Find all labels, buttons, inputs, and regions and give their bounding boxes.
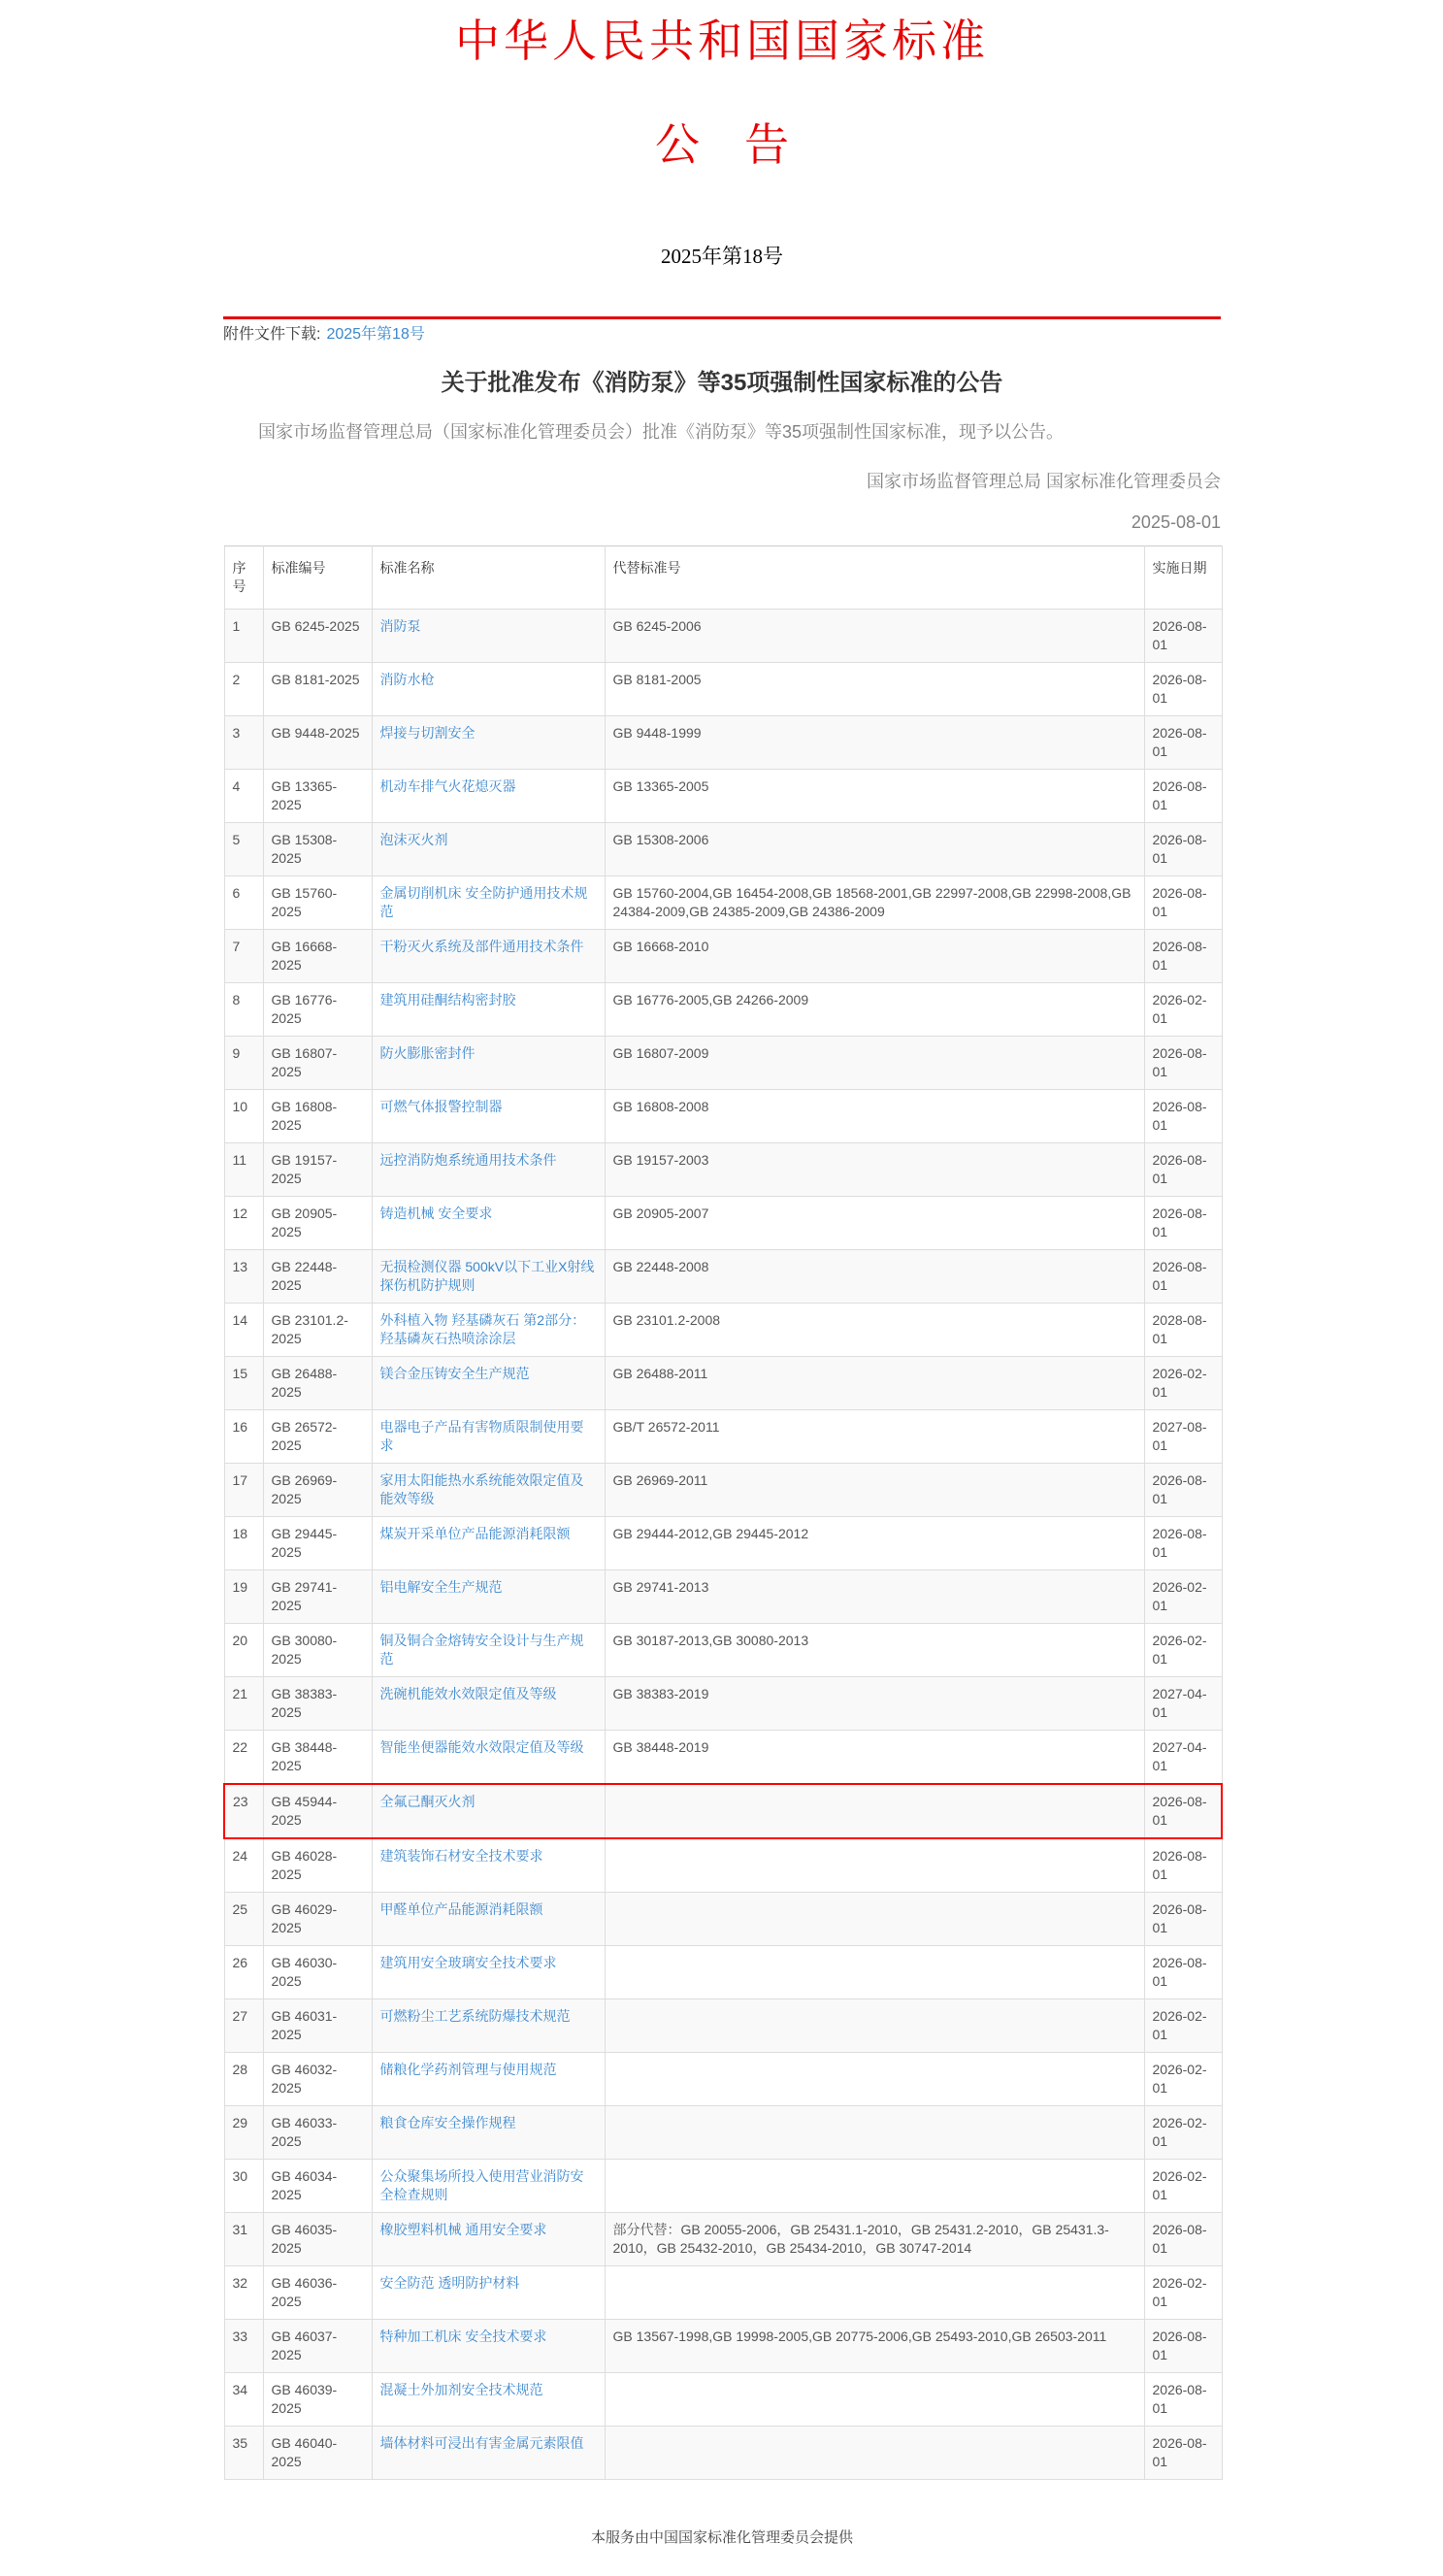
cell-standard-name (372, 1624, 605, 1677)
standard-name-link[interactable]: 建筑用硅酮结构密封胶 (379, 992, 516, 1007)
cell-standard-name (372, 2373, 605, 2427)
cell-standard-code: GB 8181-2025 (263, 663, 372, 716)
cell-implementation-date: 2026-08-01 (1144, 1090, 1222, 1143)
cell-seq: 16 (224, 1410, 263, 1464)
cell-seq: 6 (224, 876, 263, 930)
cell-seq: 11 (224, 1143, 263, 1197)
cell-standard-name (372, 2213, 605, 2266)
column-header-replaced: 代替标准号 (605, 546, 1144, 610)
cell-standard-name (372, 823, 605, 876)
cell-implementation-date: 2026-08-01 (1144, 2213, 1222, 2266)
cell-replaced-standards: GB 16807-2009 (605, 1037, 1144, 1090)
standard-name-link[interactable]: 消防水枪 (379, 672, 435, 687)
cell-standard-code: GB 19157-2025 (263, 1143, 372, 1197)
table-row (224, 2320, 1222, 2373)
cell-replaced-standards (605, 2106, 1144, 2160)
standard-name-link[interactable]: 泡沫灭火剂 (379, 832, 448, 847)
cell-standard-code: GB 46035-2025 (263, 2213, 372, 2266)
standard-name-link[interactable]: 金属切削机床 安全防护通用技术规范 (379, 885, 588, 919)
cell-standard-code: GB 15760-2025 (263, 876, 372, 930)
cell-seq: 4 (224, 770, 263, 823)
cell-implementation-date: 2026-02-01 (1144, 1570, 1222, 1624)
cell-replaced-standards: GB 13567-1998,GB 19998-2005,GB 20775-2006,GB 25493-2010,GB 26503-2011 (605, 2320, 1144, 2373)
cell-implementation-date: 2026-02-01 (1144, 2160, 1222, 2213)
cell-standard-name (372, 663, 605, 716)
table-row (224, 610, 1222, 663)
cell-seq: 31 (224, 2213, 263, 2266)
cell-implementation-date: 2026-08-01 (1144, 930, 1222, 983)
cell-replaced-standards: GB 16776-2005,GB 24266-2009 (605, 983, 1144, 1037)
cell-replaced-standards: GB 29444-2012,GB 29445-2012 (605, 1517, 1144, 1570)
cell-standard-code: GB 13365-2025 (263, 770, 372, 823)
announcement-heading: 关于批准发布《消防泵》等35项强制性国家标准的公告 (441, 370, 1003, 396)
cell-seq: 30 (224, 2160, 263, 2213)
cell-seq: 2 (224, 663, 263, 716)
standard-name-link[interactable]: 可燃气体报警控制器 (379, 1099, 503, 1114)
table-row (224, 1677, 1222, 1731)
standard-name-link[interactable]: 干粉灭火系统及部件通用技术条件 (379, 939, 584, 954)
cell-replaced-standards (605, 2427, 1144, 2480)
standard-name-link[interactable]: 墙体材料可浸出有害金属元素限值 (379, 2435, 584, 2451)
table-row (224, 716, 1222, 770)
cell-standard-code: GB 16807-2025 (263, 1037, 372, 1090)
red-divider-rule (223, 316, 1221, 319)
cell-standard-code: GB 46039-2025 (263, 2373, 372, 2427)
table-row (224, 1999, 1222, 2053)
standards-table (223, 545, 1223, 2480)
cell-seq: 17 (224, 1464, 263, 1517)
cell-implementation-date: 2026-08-01 (1144, 823, 1222, 876)
cell-standard-code: GB 20905-2025 (263, 1197, 372, 1250)
cell-replaced-standards (605, 1946, 1144, 1999)
cell-seq: 5 (224, 823, 263, 876)
cell-replaced-standards: GB 19157-2003 (605, 1143, 1144, 1197)
cell-seq: 9 (224, 1037, 263, 1090)
cell-standard-code: GB 6245-2025 (263, 610, 372, 663)
standard-name-link[interactable]: 煤炭开采单位产品能源消耗限额 (379, 1526, 571, 1541)
standard-name-link[interactable]: 镁合金压铸安全生产规范 (379, 1366, 530, 1381)
cell-implementation-date: 2026-02-01 (1144, 1624, 1222, 1677)
column-header-code: 标准编号 (263, 546, 372, 610)
cell-seq: 29 (224, 2106, 263, 2160)
table-row (224, 1464, 1222, 1517)
cell-seq: 15 (224, 1357, 263, 1410)
cell-seq: 8 (224, 983, 263, 1037)
cell-standard-code: GB 46040-2025 (263, 2427, 372, 2480)
table-row (224, 2373, 1222, 2427)
table-row (224, 1784, 1222, 1838)
cell-implementation-date: 2026-08-01 (1144, 876, 1222, 930)
cell-replaced-standards: GB 6245-2006 (605, 610, 1144, 663)
cell-standard-code: GB 38448-2025 (263, 1731, 372, 1785)
page-title: 中华人民共和国国家标准 (455, 17, 989, 66)
cell-standard-name (372, 876, 605, 930)
cell-seq: 10 (224, 1090, 263, 1143)
cell-standard-code: GB 22448-2025 (263, 1250, 372, 1304)
cell-implementation-date: 2026-02-01 (1144, 1999, 1222, 2053)
cell-seq: 25 (224, 1893, 263, 1946)
cell-standard-name (372, 1250, 605, 1304)
cell-implementation-date: 2027-04-01 (1144, 1731, 1222, 1785)
cell-replaced-standards: GB 38448-2019 (605, 1731, 1144, 1785)
cell-implementation-date: 2027-04-01 (1144, 1677, 1222, 1731)
table-row (224, 1893, 1222, 1946)
cell-replaced-standards (605, 1999, 1144, 2053)
cell-standard-name (372, 2427, 605, 2480)
cell-replaced-standards: 部分代替：GB 20055-2006，GB 25431.1-2010，GB 25431.2-2010，GB 25431.3-2010，GB 25432-2010，GB 25434-2010，GB 30747-2014 (605, 2213, 1144, 2266)
table-row (224, 2266, 1222, 2320)
cell-standard-name (372, 1838, 605, 1893)
table-row (224, 1357, 1222, 1410)
cell-standard-name (372, 1677, 605, 1731)
cell-standard-code: GB 46036-2025 (263, 2266, 372, 2320)
cell-standard-name (372, 1731, 605, 1785)
table-row (224, 1946, 1222, 1999)
table-row (224, 1090, 1222, 1143)
cell-standard-name (372, 1357, 605, 1410)
cell-implementation-date: 2026-08-01 (1144, 1143, 1222, 1197)
standard-name-link[interactable]: 焊接与切割安全 (379, 725, 476, 741)
column-header-date: 实施日期 (1144, 546, 1222, 610)
cell-replaced-standards: GB 16808-2008 (605, 1090, 1144, 1143)
cell-replaced-standards (605, 1893, 1144, 1946)
cell-standard-name (372, 1999, 605, 2053)
table-row (224, 823, 1222, 876)
table-row (224, 770, 1222, 823)
cell-implementation-date: 2026-08-01 (1144, 1250, 1222, 1304)
cell-implementation-date: 2026-02-01 (1144, 1357, 1222, 1410)
cell-standard-code: GB 23101.2-2025 (263, 1304, 372, 1357)
cell-seq: 7 (224, 930, 263, 983)
column-header-name: 标准名称 (372, 546, 605, 610)
standard-name-link[interactable]: 铜及铜合金熔铸安全设计与生产规范 (379, 1633, 584, 1667)
table-row (224, 1838, 1222, 1893)
standard-name-link[interactable]: 公众聚集场所投入使用营业消防安全检查规则 (379, 2168, 584, 2202)
standard-name-link[interactable]: 铸造机械 安全要求 (379, 1205, 493, 1221)
cell-standard-code: GB 15308-2025 (263, 823, 372, 876)
table-row (224, 2106, 1222, 2160)
standard-name-link[interactable]: 无损检测仪器 500kV以下工业X射线探伤机防护规则 (379, 1259, 595, 1293)
table-row (224, 2427, 1222, 2480)
cell-standard-code: GB 46030-2025 (263, 1946, 372, 1999)
table-row (224, 1517, 1222, 1570)
cell-standard-code: GB 30080-2025 (263, 1624, 372, 1677)
cell-standard-code: GB 16668-2025 (263, 930, 372, 983)
cell-implementation-date: 2026-02-01 (1144, 2106, 1222, 2160)
cell-replaced-standards: GB 16668-2010 (605, 930, 1144, 983)
cell-standard-code: GB 46031-2025 (263, 1999, 372, 2053)
table-row (224, 1624, 1222, 1677)
cell-standard-code: GB 29445-2025 (263, 1517, 372, 1570)
cell-implementation-date: 2028-08-01 (1144, 1304, 1222, 1357)
cell-standard-code: GB 26969-2025 (263, 1464, 372, 1517)
cell-implementation-date: 2026-08-01 (1144, 1517, 1222, 1570)
attachment-download-row (223, 324, 1221, 346)
cell-seq: 24 (224, 1838, 263, 1893)
cell-implementation-date: 2026-08-01 (1144, 716, 1222, 770)
cell-standard-name (372, 2160, 605, 2213)
standard-name-link[interactable]: 储粮化学药剂管理与使用规范 (379, 2062, 557, 2077)
cell-standard-code: GB 46029-2025 (263, 1893, 372, 1946)
cell-implementation-date: 2026-08-01 (1144, 663, 1222, 716)
cell-standard-name (372, 2266, 605, 2320)
cell-seq: 34 (224, 2373, 263, 2427)
standard-name-link[interactable]: 全氟己酮灭火剂 (379, 1794, 476, 1809)
table-row (224, 2160, 1222, 2213)
cell-seq: 21 (224, 1677, 263, 1731)
service-footer: 本服务由中国国家标准化管理委员会提供 (590, 2529, 853, 2546)
cell-implementation-date: 2026-08-01 (1144, 1893, 1222, 1946)
cell-standard-name (372, 2106, 605, 2160)
cell-replaced-standards: GB 26488-2011 (605, 1357, 1144, 1410)
table-row (224, 1143, 1222, 1197)
issue-number: 2025年第18号 (661, 245, 783, 268)
standard-name-link[interactable]: 机动车排气火花熄灭器 (379, 778, 516, 794)
cell-standard-name (372, 1570, 605, 1624)
table-row (224, 1731, 1222, 1785)
table-row (224, 2213, 1222, 2266)
standard-name-link[interactable]: 建筑用安全玻璃安全技术要求 (379, 1955, 557, 1970)
cell-standard-code: GB 29741-2025 (263, 1570, 372, 1624)
cell-standard-code: GB 16808-2025 (263, 1090, 372, 1143)
announcement-page (223, 0, 1221, 2576)
table-row (224, 876, 1222, 930)
cell-standard-code: GB 46033-2025 (263, 2106, 372, 2160)
cell-implementation-date: 2026-08-01 (1144, 1946, 1222, 1999)
cell-implementation-date: 2026-08-01 (1144, 1784, 1222, 1838)
cell-seq: 3 (224, 716, 263, 770)
cell-seq: 1 (224, 610, 263, 663)
standard-name-link[interactable]: 洗碗机能效水效限定值及等级 (379, 1686, 557, 1701)
standard-name-link[interactable]: 橡胶塑料机械 通用安全要求 (379, 2222, 547, 2237)
cell-standard-code: GB 26488-2025 (263, 1357, 372, 1410)
cell-standard-name (372, 1090, 605, 1143)
cell-standard-name (372, 770, 605, 823)
cell-replaced-standards (605, 1784, 1144, 1838)
standard-name-link[interactable]: 可燃粉尘工艺系统防爆技术规范 (379, 2008, 571, 2024)
cell-implementation-date: 2026-02-01 (1144, 2266, 1222, 2320)
cell-seq: 19 (224, 1570, 263, 1624)
cell-seq: 14 (224, 1304, 263, 1357)
cell-standard-name (372, 610, 605, 663)
issuing-authority: 国家市场监督管理总局 国家标准化管理委员会 (867, 472, 1221, 491)
cell-replaced-standards: GB 15308-2006 (605, 823, 1144, 876)
attachment-link[interactable]: 2025年第18号 (326, 326, 425, 343)
standard-name-link[interactable]: 建筑装饰石材安全技术要求 (379, 1848, 543, 1864)
cell-replaced-standards (605, 2160, 1144, 2213)
table-row (224, 930, 1222, 983)
cell-standard-code: GB 26572-2025 (263, 1410, 372, 1464)
cell-seq: 12 (224, 1197, 263, 1250)
table-row (224, 1304, 1222, 1357)
cell-seq: 20 (224, 1624, 263, 1677)
cell-seq: 35 (224, 2427, 263, 2480)
cell-implementation-date: 2026-08-01 (1144, 2373, 1222, 2427)
standard-name-link[interactable]: 家用太阳能热水系统能效限定值及能效等级 (379, 1472, 584, 1506)
cell-standard-name (372, 1517, 605, 1570)
table-row (224, 1570, 1222, 1624)
cell-replaced-standards: GB 9448-1999 (605, 716, 1144, 770)
standard-name-link[interactable]: 防火膨胀密封件 (379, 1045, 476, 1061)
cell-replaced-standards: GB 20905-2007 (605, 1197, 1144, 1250)
cell-standard-name (372, 1037, 605, 1090)
cell-standard-name (372, 1893, 605, 1946)
cell-standard-name (372, 1946, 605, 1999)
table-row (224, 663, 1222, 716)
standard-name-link[interactable]: 混凝土外加剂安全技术规范 (379, 2382, 543, 2397)
cell-standard-code: GB 46037-2025 (263, 2320, 372, 2373)
column-header-seq: 序号 (224, 546, 263, 610)
cell-seq: 13 (224, 1250, 263, 1304)
cell-implementation-date: 2026-08-01 (1144, 1464, 1222, 1517)
cell-implementation-date: 2026-08-01 (1144, 610, 1222, 663)
cell-replaced-standards: GB 23101.2-2008 (605, 1304, 1144, 1357)
cell-standard-name (372, 1143, 605, 1197)
table-header-row (224, 546, 1222, 610)
attachment-label: 附件文件下载: (223, 326, 321, 343)
cell-implementation-date: 2026-08-01 (1144, 1037, 1222, 1090)
cell-replaced-standards (605, 2053, 1144, 2106)
cell-standard-name (372, 2320, 605, 2373)
cell-seq: 28 (224, 2053, 263, 2106)
cell-implementation-date: 2026-08-01 (1144, 2427, 1222, 2480)
cell-seq: 32 (224, 2266, 263, 2320)
cell-seq: 23 (224, 1784, 263, 1838)
cell-replaced-standards: GB/T 26572-2011 (605, 1410, 1144, 1464)
publication-date: 2025-08-01 (1131, 512, 1221, 532)
cell-standard-name (372, 1410, 605, 1464)
cell-implementation-date: 2026-08-01 (1144, 1197, 1222, 1250)
standards-table-body (224, 610, 1222, 2480)
table-row (224, 983, 1222, 1037)
cell-replaced-standards: GB 26969-2011 (605, 1464, 1144, 1517)
cell-replaced-standards: GB 38383-2019 (605, 1677, 1144, 1731)
cell-replaced-standards: GB 30187-2013,GB 30080-2013 (605, 1624, 1144, 1677)
cell-standard-code: GB 16776-2025 (263, 983, 372, 1037)
cell-standard-name (372, 1197, 605, 1250)
cell-replaced-standards (605, 2373, 1144, 2427)
table-row (224, 1037, 1222, 1090)
cell-seq: 33 (224, 2320, 263, 2373)
standard-name-link[interactable]: 铝电解安全生产规范 (379, 1579, 503, 1595)
table-row (224, 1410, 1222, 1464)
cell-replaced-standards: GB 29741-2013 (605, 1570, 1144, 1624)
page-subtitle: 公 告 (655, 120, 789, 170)
cell-standard-name (372, 983, 605, 1037)
cell-standard-code: GB 46034-2025 (263, 2160, 372, 2213)
cell-replaced-standards: GB 13365-2005 (605, 770, 1144, 823)
cell-standard-code: GB 46028-2025 (263, 1838, 372, 1893)
standard-name-link[interactable]: 甲醛单位产品能源消耗限额 (379, 1901, 543, 1917)
standard-name-link[interactable]: 特种加工机床 安全技术要求 (379, 2328, 547, 2344)
cell-replaced-standards: GB 22448-2008 (605, 1250, 1144, 1304)
cell-seq: 26 (224, 1946, 263, 1999)
cell-standard-name (372, 1784, 605, 1838)
cell-standard-code: GB 9448-2025 (263, 716, 372, 770)
standard-name-link[interactable]: 智能坐便器能效水效限定值及等级 (379, 1739, 584, 1755)
cell-standard-name (372, 1464, 605, 1517)
cell-standard-name (372, 930, 605, 983)
cell-implementation-date: 2026-08-01 (1144, 2320, 1222, 2373)
cell-standard-code: GB 45944-2025 (263, 1784, 372, 1838)
standard-name-link[interactable]: 消防泵 (379, 618, 421, 634)
table-row (224, 1197, 1222, 1250)
cell-implementation-date: 2026-02-01 (1144, 2053, 1222, 2106)
cell-seq: 27 (224, 1999, 263, 2053)
cell-standard-name (372, 716, 605, 770)
cell-implementation-date: 2027-08-01 (1144, 1410, 1222, 1464)
cell-seq: 22 (224, 1731, 263, 1785)
table-row (224, 2053, 1222, 2106)
cell-replaced-standards (605, 2266, 1144, 2320)
table-row (224, 1250, 1222, 1304)
cell-standard-code: GB 46032-2025 (263, 2053, 372, 2106)
announcement-body: 国家市场监督管理总局（国家标准化管理委员会）批准《消防泵》等35项强制性国家标准，现予以公告。 (258, 422, 1065, 442)
cell-replaced-standards: GB 15760-2004,GB 16454-2008,GB 18568-2001,GB 22997-2008,GB 22998-2008,GB 24384-2009,GB 24385-2009,GB 24386-2009 (605, 876, 1144, 930)
cell-implementation-date: 2026-02-01 (1144, 983, 1222, 1037)
cell-replaced-standards: GB 8181-2005 (605, 663, 1144, 716)
cell-implementation-date: 2026-08-01 (1144, 770, 1222, 823)
cell-standard-name (372, 1304, 605, 1357)
cell-standard-name (372, 2053, 605, 2106)
cell-implementation-date: 2026-08-01 (1144, 1838, 1222, 1893)
standard-name-link[interactable]: 粮食仓库安全操作规程 (379, 2115, 516, 2130)
standard-name-link[interactable]: 远控消防炮系统通用技术条件 (379, 1152, 557, 1168)
standard-name-link[interactable]: 外科植入物 羟基磷灰石 第2部分：羟基磷灰石热喷涂涂层 (379, 1312, 586, 1346)
standard-name-link[interactable]: 安全防范 透明防护材料 (379, 2275, 520, 2291)
cell-seq: 18 (224, 1517, 263, 1570)
cell-replaced-standards (605, 1838, 1144, 1893)
standard-name-link[interactable]: 电器电子产品有害物质限制使用要求 (379, 1419, 584, 1453)
cell-standard-code: GB 38383-2025 (263, 1677, 372, 1731)
